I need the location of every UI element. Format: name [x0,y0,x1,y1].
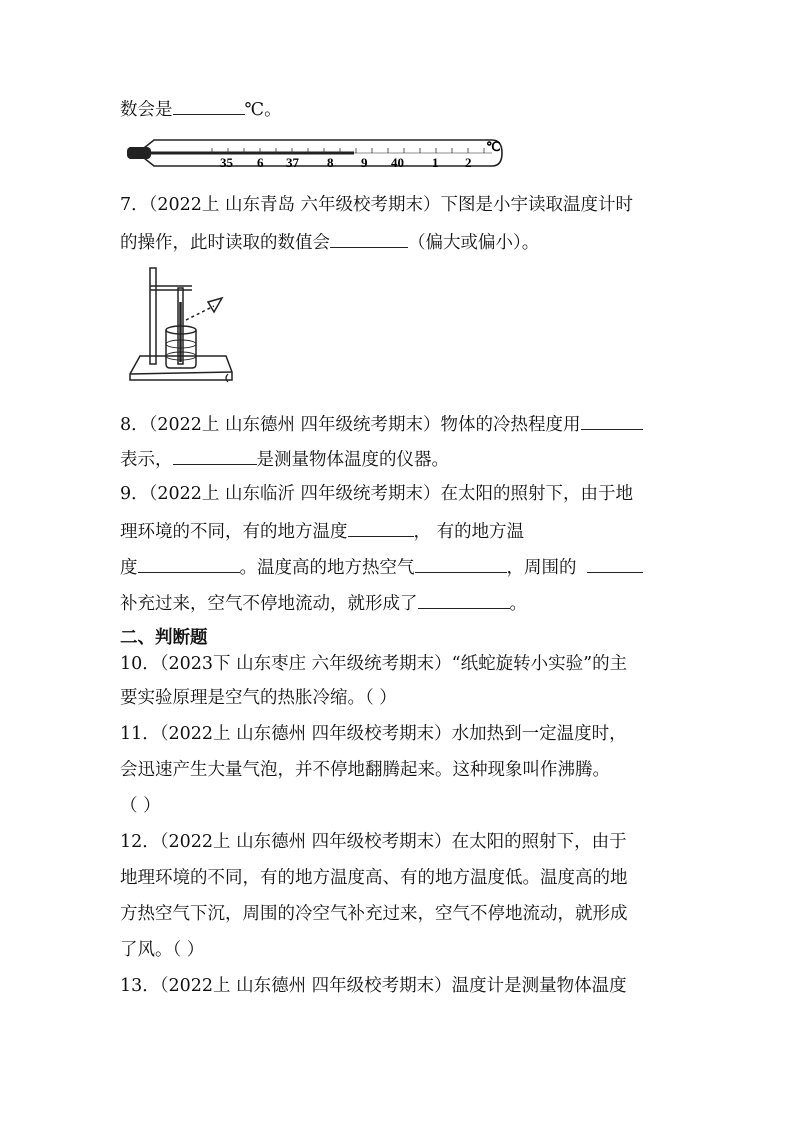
tick-label: 8 [327,155,334,170]
answer-blank[interactable] [418,590,510,609]
answer-blank[interactable] [581,411,643,430]
question-8-line-2: 表示， 是测量物体温度的仪器。 [120,446,449,472]
question-9-line-4: 补充过来，空气不停地流动，就形成了 。 [120,590,527,616]
answer-blank[interactable] [173,96,245,115]
clinical-thermometer-figure [124,134,506,172]
answer-blank[interactable] [348,518,414,537]
question-9-line-2: 理环境的不同，有的地方温度 ， 有的地方温 [120,518,524,544]
eye-icon [208,298,222,312]
question-12-line-3: 方热空气下沉，周围的冷空气补充过来，空气不停地流动，就形成 [120,904,628,924]
question-7-line-1: 7．（2022上 山东青岛 六年级校考期末）下图是小宇读取温度计时 [120,195,634,215]
question-11-line-2: 会迅速产生大量气泡，并不停地翻腾起来。这种现象叫作沸腾。 [120,760,610,780]
stand-pole [150,268,156,364]
question-12-line-2: 地理环境的不同，有的地方温度高、有的地方温度低。温度高的地 [120,868,628,888]
unit-label: ℃ [486,139,501,154]
tick-label: 1 [432,155,439,170]
tick-label: 2 [465,155,472,170]
question-8-line-1: 8．（2022上 山东德州 四年级统考期末）物体的冷热程度用 [120,411,643,437]
line-of-sight [186,306,214,320]
question-10-line-1: 10．（2023下 山东枣庄 六年级统考期末）“纸蛇旋转小实验”的主 [120,654,628,674]
question-9-line-3: 度 。温度高的地方热空气 ，周围的 [120,554,643,580]
question-6-tail: 数会是 ℃。 [120,96,282,122]
tick-label: 6 [257,155,264,170]
thermometer-reading-figure [126,262,234,388]
tick-label: 37 [286,155,299,170]
question-10-line-2: 要实验原理是空气的热胀冷缩。（ ） [120,688,397,708]
answer-blank[interactable] [173,446,257,465]
question-11-answer-parens[interactable]: （ ） [120,796,161,816]
tick-label: 35 [220,155,233,170]
tick-label: 40 [391,155,404,170]
question-7-line-2: 的操作，此时读取的数值会 （偏大或偏小）。 [120,229,539,255]
thermometer-bulb [127,147,151,159]
question-12-line-1: 12．（2022上 山东德州 四年级校考期末）在太阳的照射下，由于 [120,832,627,852]
answer-blank[interactable] [587,554,643,573]
question-12-line-4: 了风。（ ） [120,940,205,960]
answer-blank[interactable] [138,554,240,573]
answer-blank[interactable] [415,554,507,573]
tick-label: 9 [361,155,368,170]
section-heading: 二、判断题 [120,628,208,648]
question-9-line-1: 9．（2022上 山东临沂 四年级统考期末）在太阳的照射下，由于地 [120,484,634,504]
answer-blank[interactable] [330,229,408,248]
question-13-line-1: 13．（2022上 山东德州 四年级校考期末）温度计是测量物体温度 [120,976,627,996]
question-11-line-1: 11．（2022上 山东德州 四年级校考期末）水加热到一定温度时， [120,724,627,744]
